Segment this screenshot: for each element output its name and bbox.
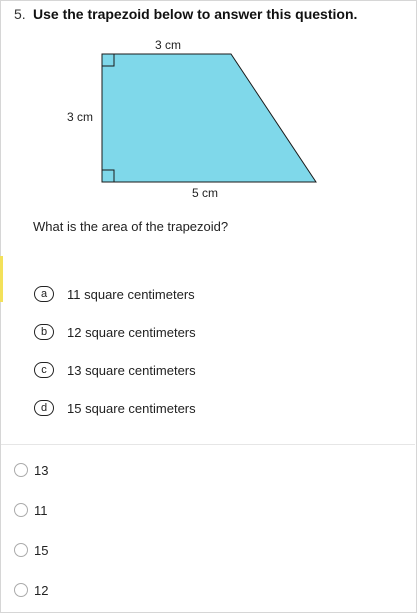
section-divider (1, 444, 415, 445)
radio-button[interactable] (14, 583, 28, 597)
answer-option-label: 15 (34, 542, 49, 558)
choice-letter-badge: b (34, 324, 54, 340)
choice-a (34, 284, 195, 304)
height-label: 3 cm (67, 110, 94, 124)
radio-button[interactable] (14, 543, 28, 557)
choice-text: 11 square centimeters (67, 286, 195, 302)
trapezoid-shape (102, 54, 316, 182)
answer-option-3[interactable] (14, 540, 48, 560)
trapezoid-figure (0, 0, 417, 200)
bottom-base-label: 5 cm (192, 186, 219, 200)
radio-button[interactable] (14, 503, 28, 517)
answer-option-4[interactable] (14, 580, 48, 600)
top-base-label: 3 cm (155, 38, 182, 52)
answer-option-1[interactable] (14, 460, 48, 480)
answer-option-label: 11 (34, 502, 48, 518)
choice-d (34, 398, 196, 418)
answer-option-label: 12 (34, 582, 49, 598)
answer-option-2[interactable] (14, 500, 48, 520)
choice-c (34, 360, 196, 380)
answer-option-label: 13 (34, 462, 49, 478)
choice-text: 15 square centimeters (67, 400, 196, 416)
choice-text: 13 square centimeters (67, 362, 196, 378)
choice-b (34, 322, 196, 342)
question-text: Use the trapezoid below to answer this question. (33, 6, 358, 22)
choice-letter-badge: d (34, 400, 54, 416)
radio-button[interactable] (14, 463, 28, 477)
choice-letter-badge: a (34, 286, 54, 302)
question-prompt: What is the area of the trapezoid? (33, 219, 229, 234)
question-number: 5. (14, 6, 26, 22)
highlight-bar (0, 256, 3, 302)
choice-letter-badge: c (34, 362, 54, 378)
choice-text: 12 square centimeters (67, 324, 196, 340)
